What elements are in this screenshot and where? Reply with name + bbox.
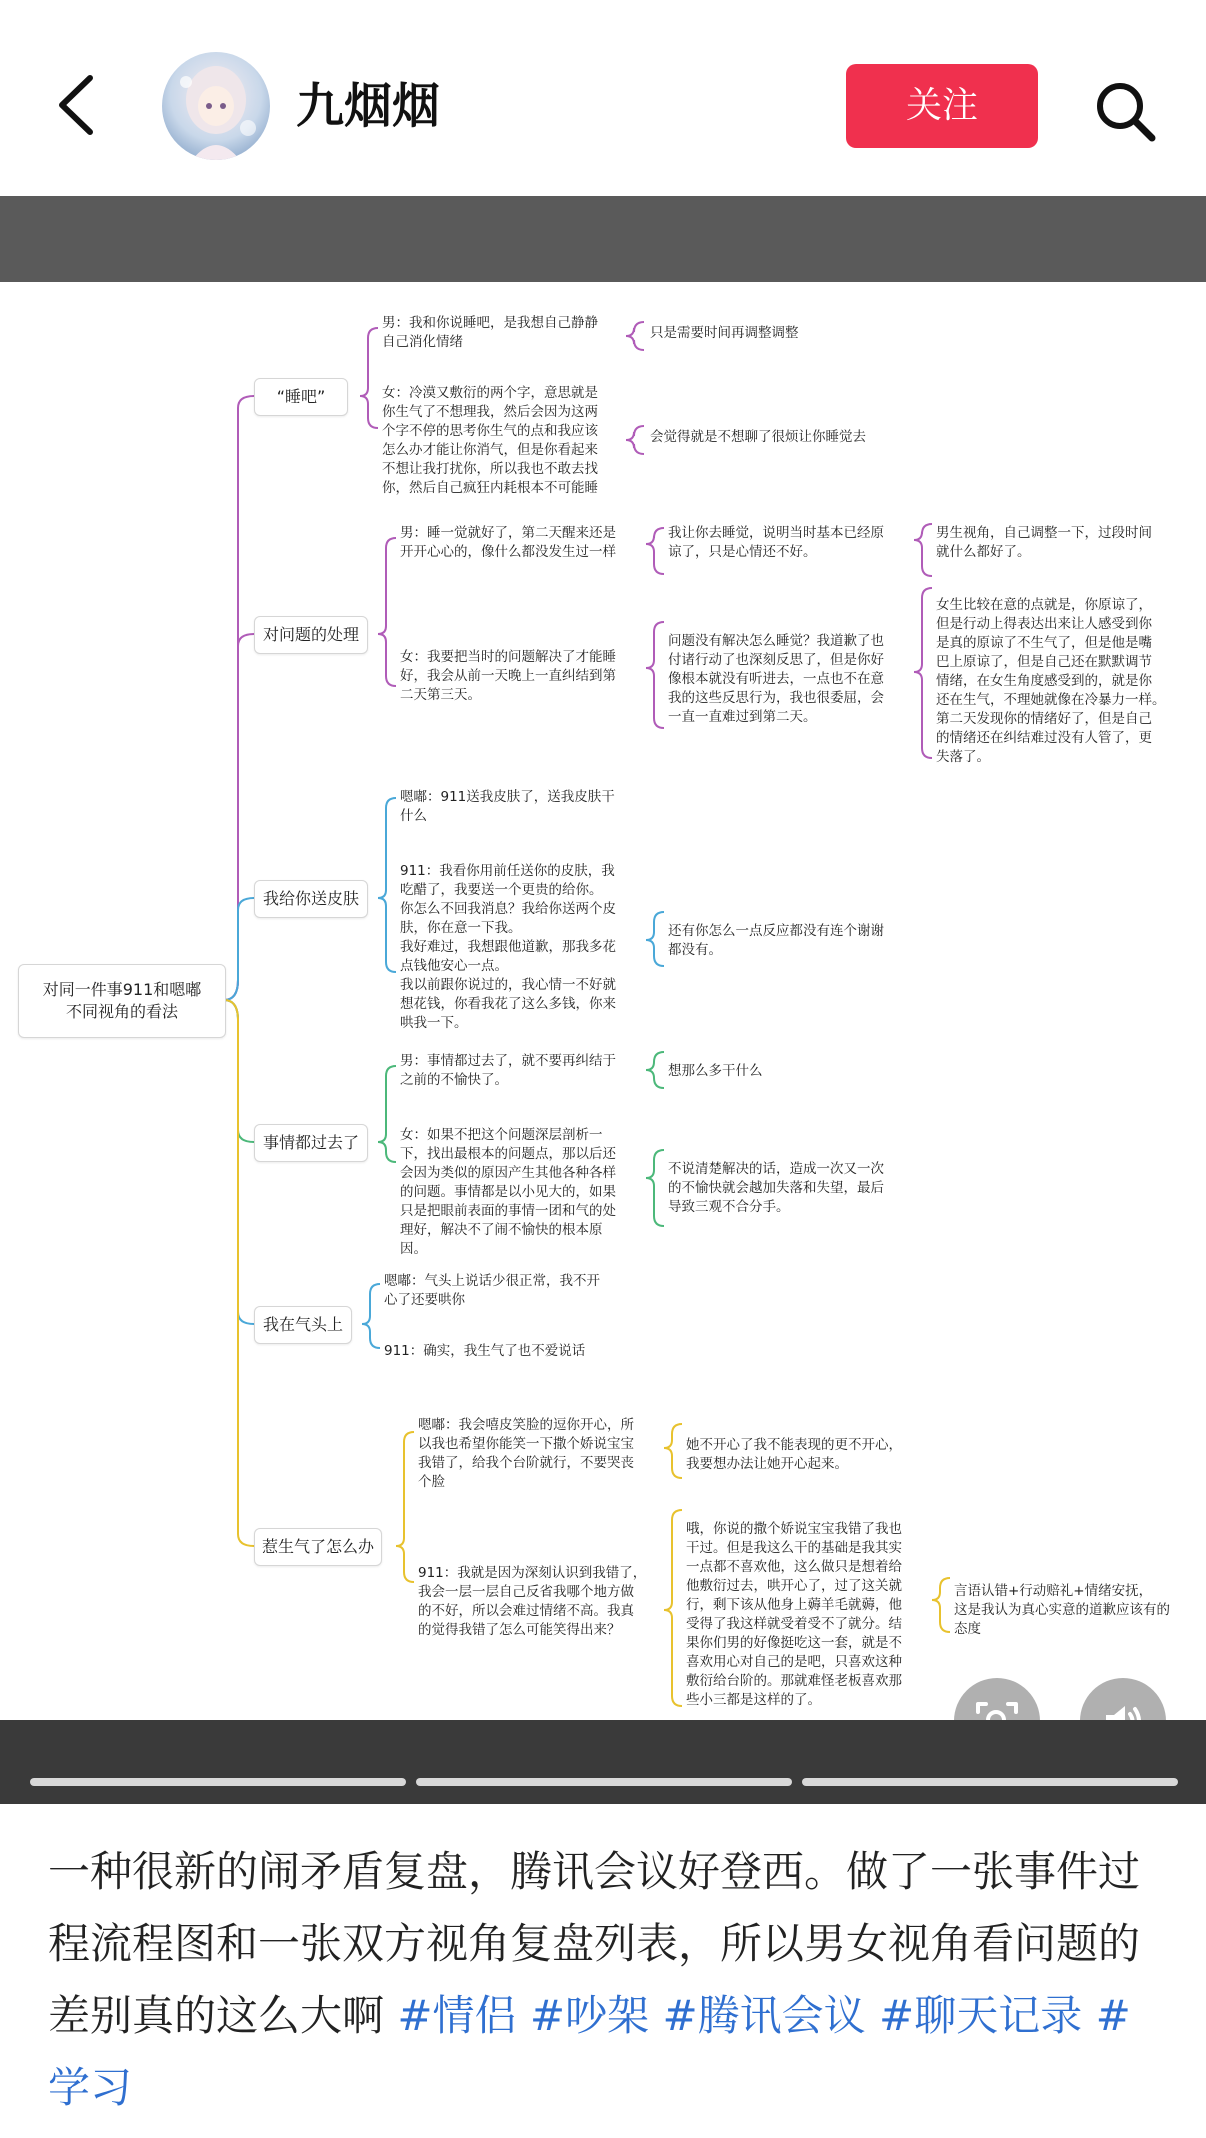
connector-line [378,538,396,686]
mindmap-text: 911：我就是因为深刻认识到我错了， 我会一层一层自己反省我哪个地方做 的不好，所以会难过情绪不高。我真 的觉得我错了怎么可能笑得出来？ [418,1565,647,1638]
connector-line [914,588,932,758]
connector-line [626,426,644,454]
mindmap-text: 911：我看你用前任送你的皮肤，我 吃醋了，我要送一个更贵的给你。 你怎么不回我消息？我给你送两个皮 肤，你在意一下我。 我好难过，我想跟他道歉，那我多花 点钱他安心一点。 我以前跟你说过的，我心情一不好就 想花钱，你看我花了这么多钱，你来 哄我一下。 [400,863,616,1031]
search-button[interactable] [1090,76,1160,146]
mindmap-text: 我让你去睡觉，说明当时基本已经原 谅了，只是心情还不好。 [668,525,884,560]
connector-line [646,622,664,728]
mindmap-text: 嗯嘟：我会嘻皮笑脸的逗你开心，所 以我也希望你能笑一下撒个娇说宝宝 我错了，给我个台阶就行，不要哭丧 个脸 [418,1417,634,1490]
chevron-left-icon [50,70,110,140]
connector-line [646,912,664,966]
mindmap-text: 女：我要把当时的问题解决了才能睡 好，我会从前一天晚上一直纠结到第 二天第三天。 [400,649,616,703]
hashtag-link[interactable]: #吵架 [529,1991,650,2040]
viewer-top-band [0,196,1206,282]
mindmap-root: 对同一件事911和嗯嘟 不同视角的看法 [18,964,226,1038]
mindmap-text: 还有你怎么一点反应都没有连个谢谢 都没有。 [668,923,884,958]
mindmap-text: 不说清楚解决的话，造成一次又一次 的不愉快就会越加失落和失望，最后 导致三观不合分手。 [668,1161,884,1215]
scan-search-icon [972,1696,1022,1720]
mindmap-text: 想那么多干什么 [668,1063,763,1079]
connector-line [378,798,396,972]
connector-line [224,1000,254,1546]
back-button[interactable] [50,70,110,140]
connector-line [378,1066,396,1162]
hashtag-link[interactable]: #学习 [48,1991,1131,2112]
hashtag-link[interactable]: #腾讯会议 [662,1991,866,2040]
top-bar [0,0,1206,196]
connector-line [626,322,644,350]
connector-line [360,328,378,428]
connector-line [932,1578,950,1632]
branch-label: “睡吧” [254,378,348,416]
connector-line [646,528,664,574]
connector-line [646,1150,664,1226]
page-indicator[interactable] [802,1778,1178,1786]
speaker-icon [1098,1696,1148,1720]
connector-line [914,524,932,576]
mindmap-text: 911：确实，我生气了也不爱说话 [384,1343,586,1359]
page-indicator[interactable] [30,1778,406,1786]
connector-line [664,1424,682,1478]
mindmap-text: 男：事情都过去了，就不要再纠结于 之前的不愉快了。 [400,1053,616,1088]
mindmap-text: 男：睡一觉就好了，第二天醒来还是 开开心心的，像什么都没发生过一样 [400,525,616,560]
mindmap-image[interactable] [0,282,1206,1720]
mindmap-text: 女：冷漠又敷衍的两个字，意思就是 你生气了不想理我，然后会因为这两 个字不停的思考你生气的点和我应该 怎么办才能让你消气，但是你看起来 不想让我打扰你，所以我也不敢去找 你，然后自己疯狂内耗根本不可能睡 [382,385,598,496]
mindmap-text: 嗯嘟：911送我皮肤了，送我皮肤干 什么 [400,789,615,824]
branch-label: 我给你送皮肤 [254,880,368,918]
viewer-bottom-band [0,1720,1206,1804]
post-caption [48,1836,1158,2124]
mindmap-text: 只是需要时间再调整调整 [650,325,799,341]
page-indicator[interactable] [416,1778,792,1786]
connector-line [396,1432,414,1582]
hashtag-link[interactable]: #情侣 [397,1991,517,2040]
mindmap-text: 女生比较在意的点就是，你原谅了， 但是行动上得表达出来让人感受到你 是真的原谅了不生气了，但是他是嘴 巴上原谅了，但是自己还在默默调节 情绪，在女生角度感受到的，就是你 还在生气，不理她就像在冷暴力一样。 第二天发现你的情绪好了，但是自己 的情绪还在纠结难过没有人管了，更 失落了。 [936,597,1166,765]
mindmap-text: 哦，你说的撒个娇说宝宝我错了我也 干过。但是我这么干的基础是我其实 一点都不喜欢他，这么做只是想着给 他敷衍过去，哄开心了，过了这关就 行，剩下该从他身上薅羊毛就薅，他 受得了我这样就受着受不了就分。结 果你们男的好像挺吃这一套，就是不 喜欢用心对自己的是吧，只喜欢这种 敷衍给台阶的。那就难怪老板喜欢那 些小三都是这样的了。 [686,1521,902,1708]
mindmap-text: 女：如果不把这个问题深层剖析一 下，找出最根本的问题点，那以后还 会因为类似的原因产生其他各种各样 的问题。事情都是以小见大的，如果 只是把眼前表面的事情一团和气的处 理好，解决不了闹不愉快的根本原 因。 [400,1127,616,1257]
branch-label: 惹生气了怎么办 [254,1528,382,1566]
branch-label: 事情都过去了 [254,1124,368,1162]
mindmap-text: 她不开心了我不能表现的更不开心， 我要想办法让她开心起来。 [686,1437,902,1472]
follow-button[interactable]: 关注 [846,64,1038,148]
mindmap-text: 男：我和你说睡吧，是我想自己静静 自己消化情绪 [382,315,598,350]
connector-line [664,1510,682,1706]
branch-label: 我在气头上 [254,1306,352,1344]
mindmap-text: 嗯嘟：气头上说话少很正常，我不开 心了还要哄你 [384,1273,600,1308]
mindmap-text: 言语认错+行动赔礼+情绪安抚， 这是我认为真心实意的道歉应该有的 态度 [954,1583,1170,1637]
connector-line [646,1052,664,1088]
branch-label: 对问题的处理 [254,616,368,654]
connector-line [224,898,254,1000]
image-viewer[interactable] [0,196,1206,1804]
avatar[interactable] [162,52,270,160]
caption-text: 一种很新的闹矛盾复盘，腾讯会议好登西。做了一张事件过程流程图和一张双方视角复盘列表，所以男女视角看问题的差别真的这么大啊 [48,1847,1141,2040]
mindmap-text: 男生视角，自己调整一下，过段时间 就什么都好了。 [936,525,1152,560]
mindmap-text: 会觉得就是不想聊了很烦让你睡觉去 [650,429,866,445]
mindmap-text: 问题没有解决怎么睡觉？我道歉了也 付诸行动了也深刻反思了，但是你好 像根本就没有听进去，一点也不在意 我的这些反思行为，我也很委屈，会 一直一直难过到第二天。 [668,633,884,725]
hashtag-link[interactable]: #聊天记录 [879,1991,1083,2040]
username[interactable]: 九烟烟 [296,78,441,134]
search-icon [1090,76,1160,146]
connector-line [362,1284,380,1348]
